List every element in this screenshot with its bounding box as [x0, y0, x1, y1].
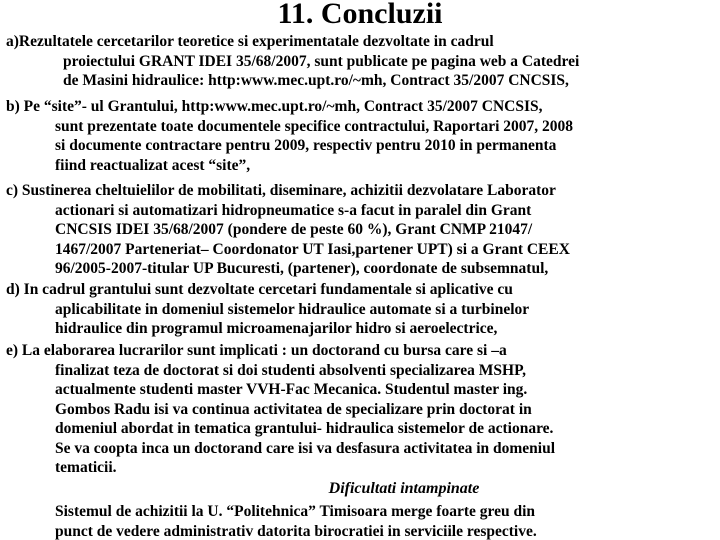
- paragraph-line: actionari si automatizari hidropneumatice s-a facut in paralel din Grant: [55, 201, 532, 219]
- paragraph-line: b) Pe “site”- ul Grantului, http:www.mec.upt.ro/~mh, Contract 35/2007 CNCSIS,: [6, 98, 543, 115]
- paragraph-line: Sistemul de achizitii la U. “Politehnica” Timisoara merge foarte greu din: [55, 503, 536, 520]
- slide-title: 11. Concluzii: [277, 0, 443, 30]
- paragraph-line: d) In cadrul grantului sunt dezvoltate cercetari fundamentale si aplicative cu: [6, 281, 513, 298]
- paragraph-c: [6, 181, 720, 279]
- paragraph-line: de Masini hidraulice: http:www.mec.upt.ro/~mh, Contract 35/2007 CNCSIS,: [63, 72, 569, 89]
- paragraph-line: sunt prezentate toate documentele specifice contractului, Raportari 2007, 2008: [55, 117, 574, 135]
- paragraph-line: 96/2005-2007-titular UP Bucuresti, (partener), coordonate de subsemnatul,: [55, 260, 549, 277]
- paragraph-line: aplicabilitate in domeniul sistemelor hidraulice automate si a turbinelor: [55, 300, 530, 318]
- paragraph-line: e) La elaborarea lucrarilor sunt implicati : un doctorand cu bursa care si –a: [6, 342, 507, 359]
- paragraph-b: [6, 97, 720, 175]
- paragraph-line: domeniul abordat in tematica grantului- hidraulica sistemelor de actionare.: [55, 420, 554, 437]
- paragraph-line: a)Rezultatele cercetarilor teoretice si experimentatale dezvoltate in cadrul: [6, 33, 494, 50]
- paragraph-a: [6, 32, 720, 91]
- section-subtitle: Dificultati intampinate: [328, 480, 480, 497]
- paragraph-line: proiectului GRANT IDEI 35/68/2007, sunt publicate pe pagina web a Catedrei: [63, 52, 580, 70]
- paragraph-line: Gombos Radu isi va continua activitatea de specializare prin doctorat in: [55, 400, 532, 418]
- paragraph-d: [6, 280, 720, 339]
- final-paragraph: [55, 502, 720, 540]
- paragraph-line: c) Sustinerea cheltuielilor de mobilitati, diseminare, achizitii dezvolatare Laborator: [6, 182, 556, 199]
- paragraph-line: actualmente studenti master VVH-Fac Mecanica. Studentul master ing.: [55, 381, 528, 398]
- paragraph-e: [6, 341, 720, 478]
- paragraph-line: tematicii.: [55, 459, 117, 476]
- paragraph-line: Se va coopta inca un doctorand care isi va desfasura activitatea in domeniul: [55, 439, 556, 457]
- paragraph-line: si documente contractare pentru 2009, respectiv pentru 2010 in permanenta: [55, 137, 557, 154]
- paragraph-line: 1467/2007 Parteneriat– Coordonator UT Iasi,partener UPT) si a Grant CEEX: [55, 240, 570, 258]
- paragraph-line: punct de vedere administrativ datorita birocratiei in serviciile respective.: [55, 522, 537, 540]
- paragraph-line: fiind reactualizat acest “site”,: [55, 156, 251, 174]
- paragraph-line: hidraulice din programul microamenajarilor hidro si aeroelectrice,: [55, 320, 498, 337]
- paragraph-line: finalizat teza de doctorat si doi studenti absolventi specializarea MSHP,: [55, 361, 527, 379]
- paragraph-line: CNCSIS IDEI 35/68/2007 (pondere de peste 60 %), Grant CNMP 21047/: [55, 221, 533, 238]
